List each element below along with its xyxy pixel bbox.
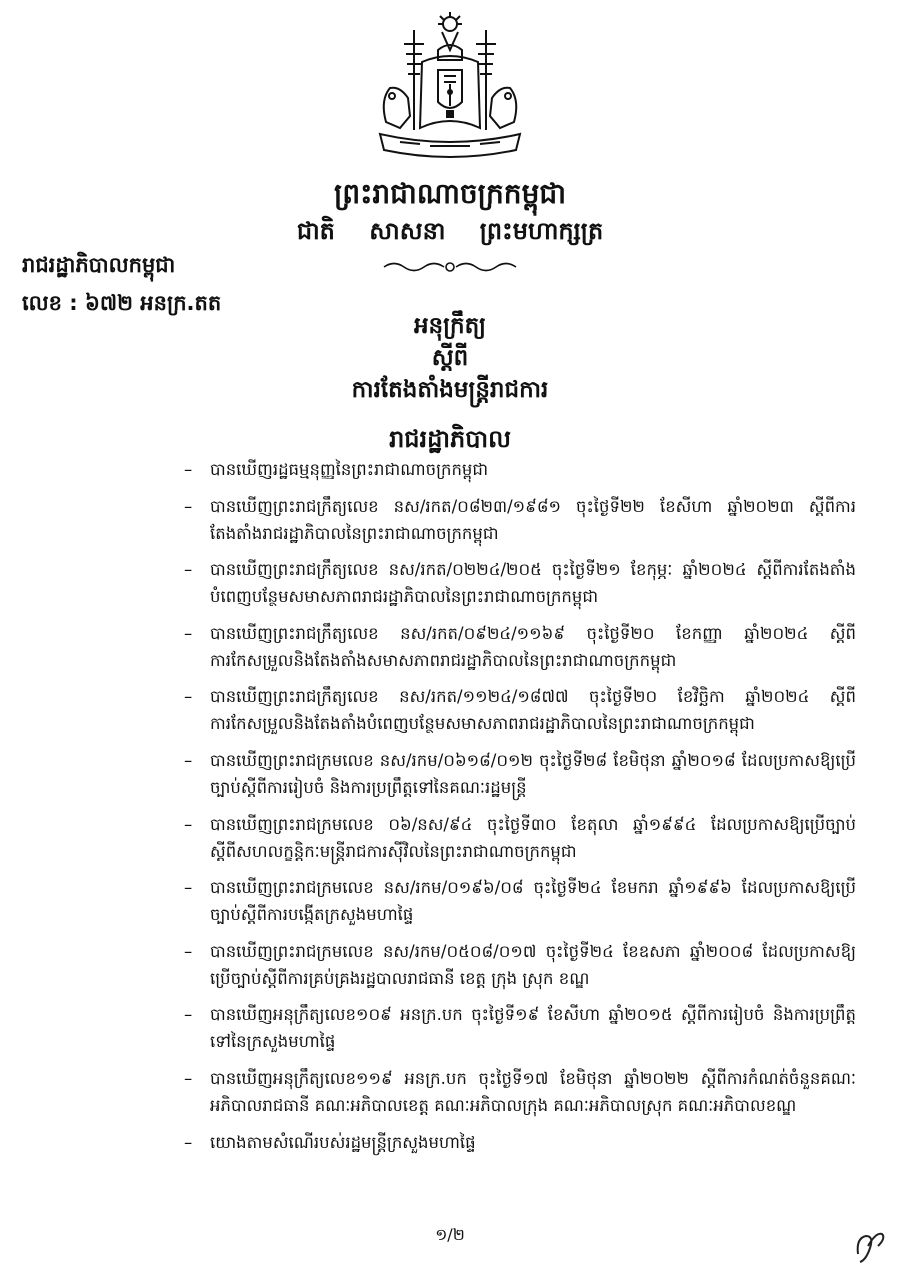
clause-text: បានឃើញព្រះរាជក្រឹត្យលេខ នស/រកត/១១២៤/១៨៧៧ ចុះថ្ងៃទី២០ ខែវិច្ឆិកា ឆ្នាំ២០២៤ ស្ដីពីការកែសម្រួលនិងតែងតាំងបំពេញបន្ថែមសមាសភាពរាជរដ្ឋាភិបាលនៃព្រះរាជាណាចក្រកម្ពុជា	[210, 687, 856, 734]
clause-item: – បានឃើញព្រះរាជក្រឹត្យលេខ នស/រកត/០២២៤/២០៥ ចុះថ្ងៃទី២១ ខែកុម្ភៈ ឆ្នាំ២០២៤ ស្ដីពីការតែងតាំងបំពេញបន្ថែមសមាសភាពរាជរដ្ឋាភិបាលនៃព្រះរាជាណាចក្រកម្ពុជា	[184, 556, 856, 610]
clause-item: – បានឃើញព្រះរាជក្រមលេខ នស/រកម/០៥០៨/០១៧ ចុះថ្ងៃទី២៤ ខែឧសភា ឆ្នាំ២០០៨ ដែលប្រកាសឱ្យប្រើច្បាប់ស្ដីពីការគ្រប់គ្រងរដ្ឋបាលរាជធានី ខេត្ត ក្រុង ស្រុក ខណ្ឌ	[184, 938, 856, 992]
clause-text: យោងតាមសំណើរបស់រដ្ឋមន្ត្រីក្រសួងមហាផ្ទៃ	[210, 1132, 476, 1152]
clause-item: – បានឃើញព្រះរាជក្រឹត្យលេខ នស/រកត/១១២៤/១៨៧៧ ចុះថ្ងៃទី២០ ខែវិច្ឆិកា ឆ្នាំ២០២៤ ស្ដីពីការកែសម្រួលនិងតែងតាំងបំពេញបន្ថែមសមាសភាពរាជរដ្ឋាភិបាលនៃព្រះរាជាណាចក្រកម្ពុជា	[184, 683, 856, 737]
document-about: ស្ដីពី	[431, 345, 469, 371]
kingdom-heading: ព្រះរាជាណាចក្រកម្ពុជា	[333, 177, 566, 210]
clause-text: បានឃើញព្រះរាជក្រមលេខ នស/រកម/០៥០៨/០១៧ ចុះថ្ងៃទី២៤ ខែឧសភា ឆ្នាំ២០០៨ ដែលប្រកាសឱ្យប្រើច្បាប់ស្ដីពីការគ្រប់គ្រងរដ្ឋបាលរាជធានី ខេត្ត ក្រុង ស្រុក ខណ្ឌ	[210, 941, 856, 988]
clause-list	[184, 456, 856, 1165]
handwritten-initial-signature	[852, 1224, 888, 1264]
document-type: អនុក្រឹត្យ	[413, 313, 487, 339]
clause-text: បានឃើញព្រះរាជក្រមលេខ នស/រកម/០១៩៦/០៨ ចុះថ្ងៃទី២៤ ខែមករា ឆ្នាំ១៩៩៦ ដែលប្រកាសឱ្យប្រើច្បាប់ស្ដីពីការបង្កើតក្រសួងមហាផ្ទៃ	[210, 878, 856, 925]
clause-text: បានឃើញអនុក្រឹត្យលេខ១១៩ អនក្រ.បក ចុះថ្ងៃទី១៧ ខែមិថុនា ឆ្នាំ២០២២ ស្ដីពីការកំណត់ចំនួនគណៈអភិបាលរាជធានី គណៈអភិបាលខេត្ត គណៈអភិបាលក្រុង គណៈអភិបាលស្រុក គណៈអភិបាលខណ្ឌ	[210, 1068, 856, 1115]
clause-item: – បានឃើញព្រះរាជក្រមលេខ នស/រកម/០១៩៦/០៨ ចុះថ្ងៃទី២៤ ខែមករា ឆ្នាំ១៩៩៦ ដែលប្រកាសឱ្យប្រើច្បាប់ស្ដីពីការបង្កើតក្រសួងមហាផ្ទៃ	[184, 874, 856, 928]
issuer-name: រាជរដ្ឋាភិបាលកម្ពុជា	[22, 253, 176, 277]
clause-item: – បានឃើញរដ្ឋធម្មនុញ្ញនៃព្រះរាជាណាចក្រកម្ពុជា	[184, 456, 856, 483]
clause-item: – បានឃើញព្រះរាជក្រឹត្យលេខ នស/រកត/០៩២៤/១១៦៩ ចុះថ្ងៃទី២០ ខែកញ្ញា ឆ្នាំ២០២៤ ស្ដីពីការកែសម្រួលនិងតែងតាំងសមាសភាពរាជរដ្ឋាភិបាលនៃព្រះរាជាណាចក្រកម្ពុជា	[184, 620, 856, 674]
clause-text: បានឃើញរដ្ឋធម្មនុញ្ញនៃព្រះរាជាណាចក្រកម្ពុជា	[210, 460, 489, 479]
clause-text: បានឃើញព្រះរាជក្រឹត្យលេខ នស/រកត/០៩២៤/១១៦៩ ចុះថ្ងៃទី២០ ខែកញ្ញា ឆ្នាំ២០២៤ ស្ដីពីការកែសម្រួលនិងតែងតាំងសមាសភាពរាជរដ្ឋាភិបាលនៃព្រះរាជាណាចក្រកម្ពុជា	[210, 623, 856, 670]
clause-text: បានឃើញអនុក្រឹត្យលេខ១០៩ អនក្រ.បក ចុះថ្ងៃទី១៩ ខែសីហា ឆ្នាំ២០១៥ ស្ដីពីការរៀបចំ និងការប្រព្រឹត្តទៅនៃក្រសួងមហាផ្ទៃ	[210, 1005, 856, 1052]
clause-item: – បានឃើញព្រះរាជក្រមលេខ ០៦/នស/៩៤ ចុះថ្ងៃទី៣០ ខែតុលា ឆ្នាំ១៩៩៤ ដែលប្រកាសឱ្យប្រើច្បាប់ស្ដីពីសហលក្ខន្តិកៈមន្ត្រីរាជការស៊ីវិលនៃព្រះរាជាណាចក្រកម្ពុជា	[184, 811, 856, 865]
clause-text: បានឃើញព្រះរាជក្រឹត្យលេខ នស/រកត/០២២៤/២០៥ ចុះថ្ងៃទី២១ ខែកុម្ភៈ ឆ្នាំ២០២៤ ស្ដីពីការតែងតាំងបំពេញបន្ថែមសមាសភាពរាជរដ្ឋាភិបាលនៃព្រះរាជាណាចក្រកម្ពុជា	[210, 560, 856, 607]
clause-text: បានឃើញព្រះរាជក្រមលេខ នស/រកម/០៦១៨/០១២ ចុះថ្ងៃទី២៨ ខែមិថុនា ឆ្នាំ២០១៨ ដែលប្រកាសឱ្យប្រើច្បាប់ស្ដីពីការរៀបចំ និងការប្រព្រឹត្តទៅនៃគណៈរដ្ឋមន្ត្រី	[210, 750, 856, 797]
national-motto: ជាតិ សាសនា ព្រះមហាក្សត្រ	[296, 217, 604, 245]
ornament-divider	[380, 258, 520, 276]
document-subject: ការតែងតាំងមន្ត្រីរាជការ	[351, 377, 549, 403]
body-heading: រាជរដ្ឋាភិបាល	[389, 425, 511, 453]
clause-item: – យោងតាមសំណើរបស់រដ្ឋមន្ត្រីក្រសួងមហាផ្ទៃ	[184, 1129, 856, 1156]
clause-item: – បានឃើញព្រះរាជក្រឹត្យលេខ នស/រកត/០៨២៣/១៩៨១ ចុះថ្ងៃទី២២ ខែសីហា ឆ្នាំ២០២៣ ស្ដីពីការតែងតាំងរាជរដ្ឋាភិបាលនៃព្រះរាជាណាចក្រកម្ពុជា	[184, 493, 856, 547]
clause-item: – បានឃើញអនុក្រឹត្យលេខ១១៩ អនក្រ.បក ចុះថ្ងៃទី១៧ ខែមិថុនា ឆ្នាំ២០២២ ស្ដីពីការកំណត់ចំនួនគណៈអភិបាលរាជធានី គណៈអភិបាលខេត្ត គណៈអភិបាលក្រុង គណៈអភិបាលស្រុក គណៈអភិបាលខណ្ឌ	[184, 1065, 856, 1119]
royal-coat-of-arms	[370, 10, 530, 170]
page-number: ១/២	[435, 1225, 465, 1244]
document-number: លេខ : ៦៧២ អនក្រ.តត	[22, 291, 222, 315]
clause-item: – បានឃើញអនុក្រឹត្យលេខ១០៩ អនក្រ.បក ចុះថ្ងៃទី១៩ ខែសីហា ឆ្នាំ២០១៥ ស្ដីពីការរៀបចំ និងការប្រព្រឹត្តទៅនៃក្រសួងមហាផ្ទៃ	[184, 1001, 856, 1055]
clause-text: បានឃើញព្រះរាជក្រមលេខ ០៦/នស/៩៤ ចុះថ្ងៃទី៣០ ខែតុលា ឆ្នាំ១៩៩៤ ដែលប្រកាសឱ្យប្រើច្បាប់ស្ដីពីសហលក្ខន្តិកៈមន្ត្រីរាជការស៊ីវិលនៃព្រះរាជាណាចក្រកម្ពុជា	[210, 814, 856, 861]
clause-item: – បានឃើញព្រះរាជក្រមលេខ នស/រកម/០៦១៨/០១២ ចុះថ្ងៃទី២៨ ខែមិថុនា ឆ្នាំ២០១៨ ដែលប្រកាសឱ្យប្រើច្បាប់ស្ដីពីការរៀបចំ និងការប្រព្រឹត្តទៅនៃគណៈរដ្ឋមន្ត្រី	[184, 747, 856, 801]
clause-text: បានឃើញព្រះរាជក្រឹត្យលេខ នស/រកត/០៨២៣/១៩៨១ ចុះថ្ងៃទី២២ ខែសីហា ឆ្នាំ២០២៣ ស្ដីពីការតែងតាំងរាជរដ្ឋាភិបាលនៃព្រះរាជាណាចក្រកម្ពុជា	[210, 496, 856, 543]
